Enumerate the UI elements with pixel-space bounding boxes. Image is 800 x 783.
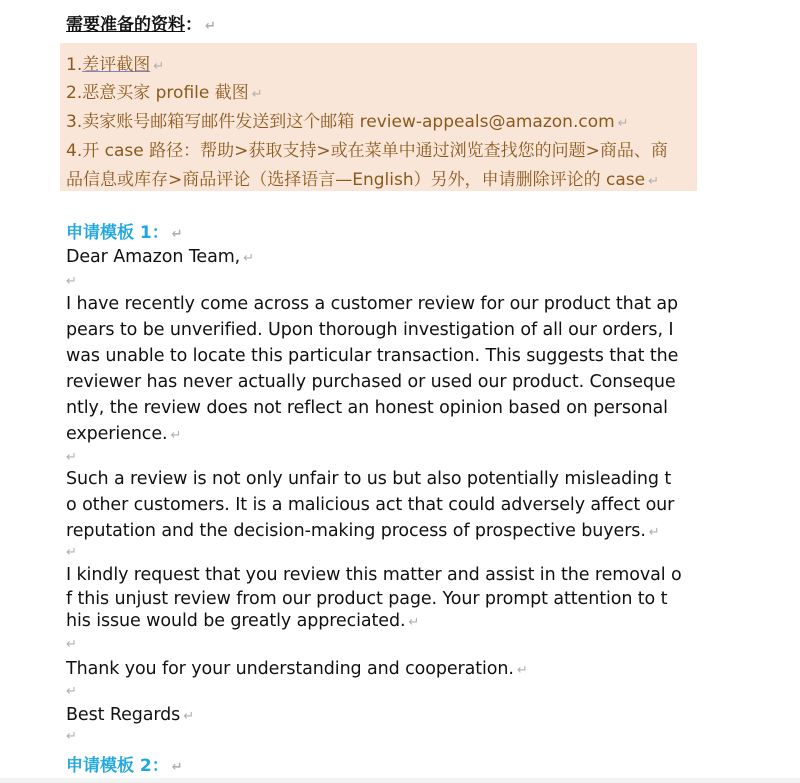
material-item-3: 3.卖家账号邮箱写邮件发送到这个邮箱 review-appeals@amazon.com ↵	[66, 112, 629, 132]
para3-line: f this unjust review from our product page. Your prompt attention to t	[66, 589, 668, 609]
para1-line: pears to be unverified. Upon thorough investigation of all our orders, I	[66, 320, 674, 340]
paragraph-mark-icon: ↵	[205, 19, 216, 34]
para2-line: Such a review is not only unfair to us but also potentially misleading t	[66, 469, 672, 489]
template-2-title: 申请模板 2： ↵	[66, 756, 183, 776]
material-item-4: 4.开 case 路径：帮助>获取支持>或在菜单中通过浏览查找您的问题>商品、商	[66, 141, 668, 161]
empty-paragraph: ↵	[66, 274, 77, 289]
para1-line: was unable to locate this particular transaction. This suggests that the	[66, 346, 679, 366]
empty-paragraph: ↵	[66, 637, 77, 652]
paragraph-mark-icon: ↵	[153, 59, 165, 74]
para2-line: o other customers. It is a malicious act that could adversely affect our	[66, 495, 675, 515]
page-bottom-edge	[0, 778, 800, 783]
materials-list	[60, 43, 697, 191]
thanks-line: Thank you for your understanding and cooperation. ↵	[66, 659, 528, 679]
paragraph-mark-icon: ↵	[171, 227, 183, 242]
empty-paragraph: ↵	[66, 684, 77, 699]
para3-line: I kindly request that you review this matter and assist in the removal o	[66, 565, 682, 585]
paragraph-mark-icon: ↵	[251, 87, 263, 102]
paragraph-mark-icon: ↵	[648, 174, 660, 189]
para1-line: reviewer has never actually purchased or used our product. Conseque	[66, 372, 676, 392]
para3-line: his issue would be greatly appreciated. ↵	[66, 611, 420, 631]
greeting: Dear Amazon Team, ↵	[66, 247, 254, 267]
para1-line: ntly, the review does not reflect an honest opinion based on personal	[66, 398, 668, 418]
para1-line: experience. ↵	[66, 424, 182, 444]
empty-paragraph: ↵	[66, 450, 77, 465]
empty-paragraph: ↵	[66, 545, 77, 560]
para1-line: I have recently come across a customer review for our product that ap	[66, 294, 679, 314]
material-item-1: 1.差评截图 ↵	[66, 55, 165, 75]
material-item-4-continuation: 品信息或库存>商品评论（选择语言—English）另外，申请删除评论的 case ↵	[66, 170, 660, 190]
paragraph-mark-icon: ↵	[617, 116, 629, 131]
material-item-2: 2.恶意买家 profile 截图 ↵	[66, 83, 263, 103]
empty-paragraph: ↵	[66, 729, 77, 744]
para2-line: reputation and the decision-making process of prospective buyers. ↵	[66, 521, 660, 541]
template-1-title: 申请模板 1： ↵	[66, 223, 183, 243]
closing-line: Best Regards ↵	[66, 705, 194, 725]
materials-heading: 需要准备的资料： ↵	[66, 15, 216, 35]
paragraph-mark-icon: ↵	[171, 760, 183, 775]
